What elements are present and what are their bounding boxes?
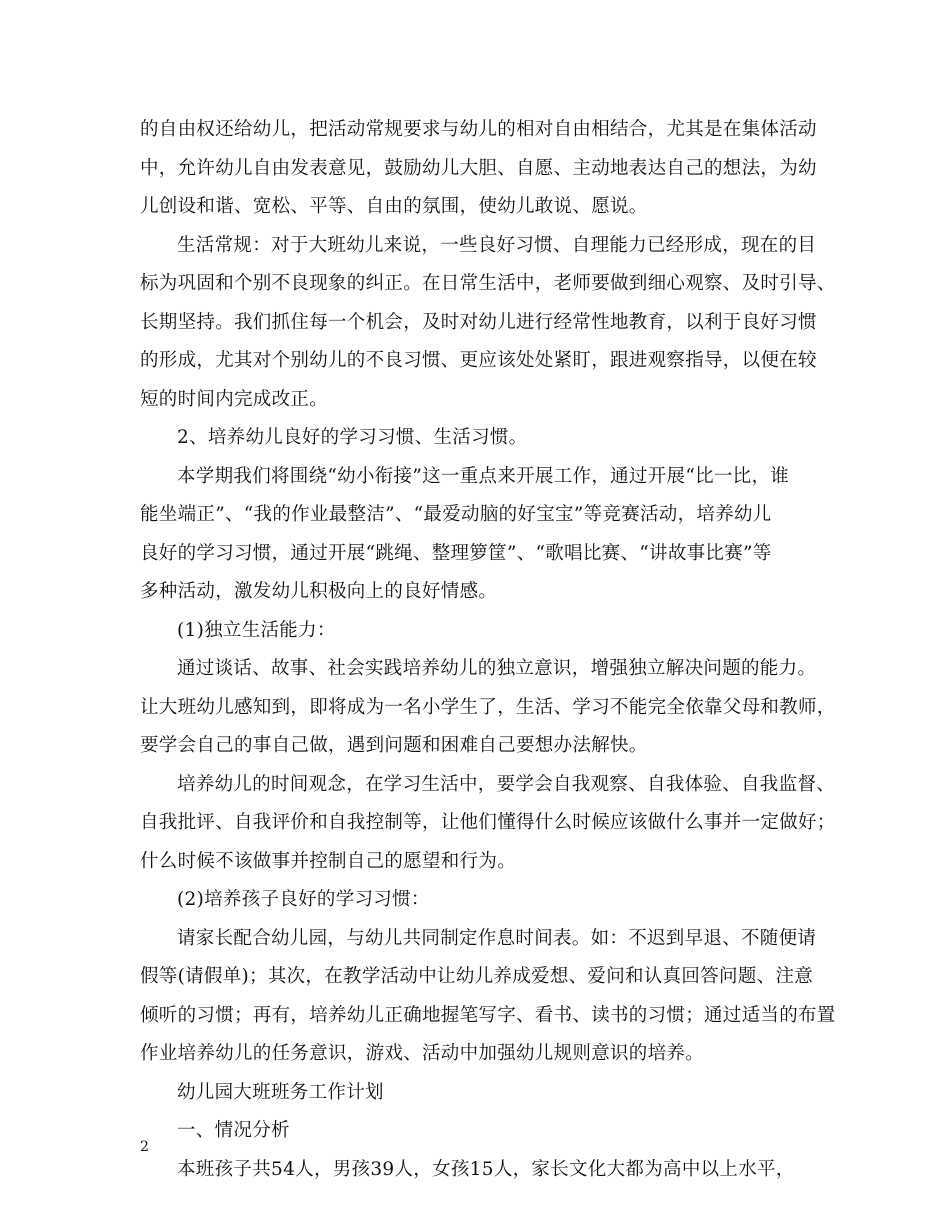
text-line: 中，允许幼儿自由发表意见，鼓励幼儿大胆、自愿、主动地表达自己的想法，为幼 [140, 157, 817, 179]
text-line: 儿创设和谐、宽松、平等、自由的氛围，使幼儿敢说、愿说。 [140, 196, 648, 217]
paragraph-start: 本班孩子共54人，男孩39人，女孩15人，家长文化大都为高中以上水平， [177, 1158, 795, 1180]
subsection-heading: (1)独立生活能力： [177, 619, 336, 641]
text-line: 作业培养幼儿的任务意识，游戏、活动中加强幼儿规则意识的培养。 [140, 1043, 705, 1064]
paragraph-start: 生活常规：对于大班幼儿来说，一些良好习惯、自理能力已经形成，现在的目 [177, 234, 817, 256]
paragraph-start: 本学期我们将围绕“幼小衔接”这一重点来开展工作，通过开展“比一比，谁 [177, 465, 790, 487]
text-line: 良好的学习习惯，通过开展“跳绳、整理箩筐”、“歌唱比赛、“讲故事比赛”等 [140, 542, 772, 564]
text-line: 短的时间内完成改正。 [140, 388, 329, 410]
text-line: 假等(请假单)；其次，在教学活动中让幼儿养成爱想、爱问和认真回答问题、注意 [140, 966, 814, 987]
text-line: 倾听的习惯；再有，培养幼儿正确地握笔写字、看书、读书的习惯；通过适当的布置 [140, 1004, 836, 1026]
paragraph-start: 培养幼儿的时间观念，在学习生活中，要学会自我观察、自我体验、自我监督、 [177, 773, 836, 795]
text-line: 要学会自己的事自己做，遇到问题和困难自己要想办法解快。 [140, 735, 648, 756]
section-heading: 一、情况分析 [177, 1120, 290, 1141]
page-number: 2 [140, 1139, 149, 1155]
text-line: 自我批评、自我评价和自我控制等，让他们懂得什么时候应该做什么事并一定做好； [140, 812, 836, 833]
text-line: 能坐端正”、“我的作业最整洁”、“最爱动脑的好宝宝”等竞赛活动，培养幼儿 [140, 504, 772, 525]
text-line: 多种活动，激发幼儿积极向上的良好情感。 [140, 581, 498, 602]
paragraph-start: 通过谈话、故事、社会实践培养幼儿的独立意识，增强独立解决问题的能力。 [177, 658, 817, 679]
text-line: 标为巩固和个别不良现象的纠正。在日常生活中，老师要做到细心观察、及时引导、 [140, 273, 836, 294]
text-line: 的自由权还给幼儿，把活动常规要求与幼儿的相对自由相结合，尤其是在集体活动 [140, 119, 817, 140]
text-line: 的形成，尤其对个别幼儿的不良习惯、更应该处处紧盯，跟进观察指导，以便在较 [140, 350, 817, 371]
text-line: 让大班幼儿感知到，即将成为一名小学生了，生活、学习不能完全依靠父母和教师， [140, 696, 836, 718]
document-body [140, 111, 836, 1189]
document-title: 幼儿园大班班务工作计划 [177, 1081, 384, 1103]
subsection-heading: (2)培养孩子良好的学习习惯： [177, 889, 430, 910]
paragraph-start: 请家长配合幼儿园，与幼儿共同制定作息时间表。如：不迟到早退、不随便请 [177, 927, 817, 949]
text-line: 长期坚持。我们抓住每一个机会，及时对幼儿进行经常性地教育，以利于良好习惯 [140, 311, 817, 333]
text-line: 什么时候不该做事并控制自己的愿望和行为。 [140, 850, 517, 872]
section-heading: 2、培养幼儿良好的学习习惯、生活习惯。 [177, 427, 528, 448]
